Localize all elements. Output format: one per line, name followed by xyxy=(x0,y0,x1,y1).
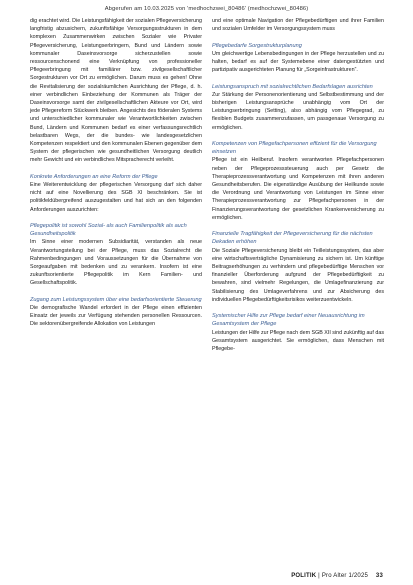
section-heading: Pflegepolitik ist sowohl Sozial- als auch Familienpolitik als auch Gesundheitspolitik xyxy=(30,223,187,238)
download-note: Abgerufen am 10.03.2025 von 'medhochzwei_80486' (medhochzwei_80486) xyxy=(104,6,309,12)
paragraph: Zur Stärkung der Personenorientierung und Selbstbestimmung und der bisherigen Leistungsansprüche unabhängig vom Ort der Leistungserbringung (Setting), also abhängig vom Pflegegrad, zu flexiblen Budgets zusammenzufassen, um passgenaue Versorgung zu ermöglichen. xyxy=(212,91,384,131)
section-heading: Leistungsanspruch mit sozialrechtlichen Bedarfslagen ausrichten xyxy=(212,83,373,90)
section-heading: Pflegebedarfe Sorgestrukturplanung xyxy=(212,42,302,49)
page-number: 33 xyxy=(375,573,383,579)
right-column xyxy=(212,17,384,353)
section-heading: Kompetenzen von Pflegefachpersonen effizient für die Versorgung einsetzen xyxy=(212,141,377,156)
section-heading: Systemischer Hilfe zur Pflege bedarf einer Neuausrichtung im Gesamtsystem der Pflege xyxy=(212,313,365,328)
paragraph: Die demografische Wandel erfordert in der Pflege einen effizienten Einsatz der jeweils zur Verfügung stehenden personellen Ressourcen. Die sektorenübergreifende Allokation von Leistungen xyxy=(30,305,202,328)
footer-journal: Pro Alter 1/2025 xyxy=(321,573,369,579)
paragraph: Die Soziale Pflegeversicherung bleibt ein Teilleistungssystem, das aber eine wirtschaftsverträgliche Dynamisierung zu sichern ist. Um künftige Beitragserhöhungen zu verhindern und pflegebedürftige Menschen vor finanzieller Überforderung aufgrund der Pflegebedürftigkeit zu bewahren, sind vielmehr Regelungen, die Umlagefinanzierung zur Stabilisierung des Umlageverfahrens und zur Absicherung des individuellen Pflegebedürftigkeitsrisikos weiterzuentwickeln. xyxy=(212,247,384,303)
paragraph: und eine optimale Navigation der Pflegebedürftigen und ihrer Familien und sozialen Umfelder im Versorgungssystem muss xyxy=(212,18,384,33)
paragraph: Im Sinne einer modernen Subsidiarität, verstanden als neue Verantwortungsteilung bei der Pflege, muss das Sozialrecht die Rahmenbedingungen und Voraussetzungen für die Übernahme von Sorgeaufgaben mit bedenken und zu verankern. Insofern ist eine zukunftsorientierte Pflegepolitik im Kern Familien- und Gesellschaftspolitik. xyxy=(30,239,202,287)
footer-section: POLITIK xyxy=(291,573,317,579)
page-footer xyxy=(291,573,383,579)
paragraph: Eine Weiterentwicklung der pflegerischen Versorgung darf sich daher nicht auf eine Novellierung des SGB XI beschränken. Sie ist politikfeldübergreifend auszugestalten und hat sich an den folgenden Anforderungen auszurichten: xyxy=(30,182,202,213)
paragraph: dig erachtet wird. Die Leistungsfähigkeit der sozialen Pflegeversicherung langfristig abzusichern, zukunftsfähige Versorgungsstrukturen in dem komplexen Zusammenwirken zwischen Sozialer wie Privater Pflegeversicherung, Leistungserbringern, Bund und Ländern sowie kommunaler Daseinsvorsorge sicherzustellen sowie ressourcenschonend eine Verknüpfung von professioneller Pflegeerbringung mit familiärer bzw. zivilgesellschaftlicher Sorgestrukturen vor Ort zu ermöglichen. Darum muss es gehen! Ohne die Revitalisierung der sozialräumlichen Ausrichtung der Pflege, d. h. einer verbindlichen Einbeziehung der Kommunen als Träger der Daseinsvorsorge samt der zivilgesellschaftlichen Akteure vor Ort, wird jede Pflegereform Stückwerk bleiben. Angesichts des föderalen Systems und unterschiedlicher kommunaler wie Verantwortlichkeiten zwischen Bund, Ländern und Kommunen bedarf es einer verfassungsrechtlich belastbaren Wegs, der die bundes- wie landesgesetzlichen Kompetenzen respektiert und den kommunalen Ebenen gegenüber dem System der pflegerischen wie gesundheitlichen Versorgung deutlich mehr Gewicht und ein verbindliches Mitspracherecht verleiht. xyxy=(30,18,202,164)
paragraph: Pflege ist ein Heilberuf. Insofern verantworten Pflegefachpersonen neben der Pflegeprozesssteuerung auch per Gesetz die Therapieprozessverantwortung und Kompetenzen mit ihren anderen Gesundheitsberufen. Die eigenständige Ausübung der Heilkunde sowie die Verordnung und Verantwortung von Leistungen im Sinne einer Therapieprozessverantwortung zur Pflegefachpersonen in der Finanzierungsverantwortung der gesetzlichen Krankenversicherung zu ermöglichen. xyxy=(212,157,384,221)
article-body xyxy=(30,17,384,353)
section-heading: Konkrete Anforderungen an eine Reform der Pflege xyxy=(30,173,158,180)
footer-divider: | xyxy=(318,573,322,579)
section-heading: Finanzielle Tragfähigkeit der Pflegeversicherung für die nächsten Dekaden erhöhen xyxy=(212,231,373,246)
paragraph: Um gleichwertige Lebensbedingungen in der Pflege herzustellen und zu halten, bedarf es auf der Systemebene einer datengestützten und partizipativ ausgerichteten Planung für „Sorgeinfrastrukturen“. xyxy=(212,50,384,74)
section-heading: Zugang zum Leistungssystem über eine bedarfsorientierte Steuerung xyxy=(30,296,202,303)
left-column xyxy=(30,17,202,353)
paragraph: Leistungen der Hilfe zur Pflege nach dem SGB XII sind zukünftig auf das Gesamtsystem ausgerichtet. Sie ermöglichen, dass Menschen mit Pflegebe- xyxy=(212,329,384,353)
